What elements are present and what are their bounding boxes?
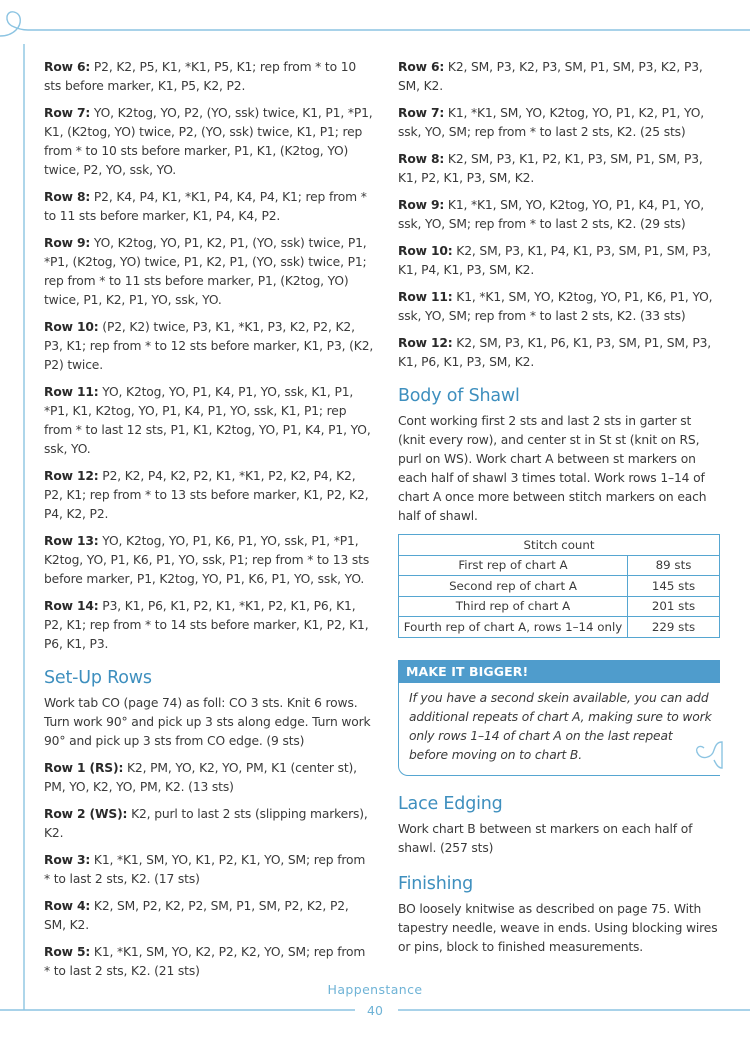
instruction-row: Row 10: (P2, K2) twice, P3, K1, *K1, P3, K2, P2, K2, P3, K1; rep from * to 12 sts before marker, K1, P3, (K2, P2) twice. xyxy=(44,320,374,372)
instruction-row: Row 9: YO, K2tog, YO, P1, K2, P1, (YO, ssk) twice, P1, *P1, (K2tog, YO) twice, P1, K2, P1, (YO, ssk) twice, P1; rep from * to 11 sts before marker, P1, (K2tog, YO) twice, P1, K2, P1, YO, ssk, YO. xyxy=(44,236,367,307)
instruction-row: Row 4: K2, SM, P2, K2, P2, SM, P1, SM, P2, K2, P2, SM, K2. xyxy=(44,899,349,932)
left-column xyxy=(44,58,374,989)
setup-intro-text: Work tab CO (page 74) as foll: CO 3 sts. Knit 6 rows. Turn work 90° and pick up 3 sts along edge. Turn work 90° and pick up 3 sts from CO edge. (9 sts) xyxy=(44,696,371,748)
sidebar-text: If you have a second skein available, you can add additional repeats of chart A, making sure to work only rows 1–14 of chart A on the last repeat before moving on to chart B. xyxy=(398,683,720,776)
rows-list-top xyxy=(44,58,374,654)
instruction-row: Row 6: K2, SM, P3, K2, P3, SM, P1, SM, P3, K2, P3, SM, K2. xyxy=(398,60,703,93)
instruction-row: Row 12: K2, SM, P3, K1, P6, K1, P3, SM, P1, SM, P3, K1, P6, K1, P3, SM, K2. xyxy=(398,336,712,369)
right-column xyxy=(398,58,720,965)
instruction-row: Row 2 (WS): K2, purl to last 2 sts (slipping markers), K2. xyxy=(44,807,368,840)
instruction-row: Row 11: YO, K2tog, YO, P1, K4, P1, YO, ssk, K1, P1, *P1, K1, K2tog, YO, P1, K4, P1, YO, ssk, K1, P1; rep from * to last 12 sts, P1, K1, K2tog, YO, P1, K4, P1, YO, ssk, YO. xyxy=(44,385,371,456)
instruction-row: Row 8: K2, SM, P3, K1, P2, K1, P3, SM, P1, SM, P3, K1, P2, K1, P3, SM, K2. xyxy=(398,152,703,185)
table-cell-label: Third rep of chart A xyxy=(399,596,628,617)
instruction-row: Row 5: K1, *K1, SM, YO, K2, P2, K2, YO, SM; rep from * to last 2 sts, K2. (21 sts) xyxy=(44,945,366,978)
table-cell-value: 89 sts xyxy=(628,555,720,576)
setup-rows-heading: Set-Up Rows xyxy=(44,668,152,688)
instruction-row: Row 14: P3, K1, P6, K1, P2, K1, *K1, P2, K1, P6, K1, P2, K1; rep from * to 14 sts before marker, K1, P2, K1, P6, K1, P3. xyxy=(44,599,369,651)
finishing-heading: Finishing xyxy=(398,873,474,894)
table-row xyxy=(399,596,720,617)
table-row xyxy=(399,555,720,576)
make-it-bigger-sidebar xyxy=(398,660,720,776)
instruction-row: Row 8: P2, K4, P4, K1, *K1, P4, K4, P4, K1; rep from * to 11 sts before marker, K1, P4, K4, P2. xyxy=(44,190,367,223)
table-header: Stitch count xyxy=(399,535,720,556)
stitch-count-table xyxy=(398,534,720,638)
rows-list-setup xyxy=(44,759,374,981)
table-cell-label: Fourth rep of chart A, rows 1–14 only xyxy=(399,617,628,638)
table-cell-value: 229 sts xyxy=(628,617,720,638)
lace-edging-heading: Lace Edging xyxy=(398,793,503,814)
instruction-row: Row 10: K2, SM, P3, K1, P4, K1, P3, SM, P1, SM, P3, K1, P4, K1, P3, SM, K2. xyxy=(398,244,712,277)
table-cell-value: 201 sts xyxy=(628,596,720,617)
sidebar-title: MAKE IT BIGGER! xyxy=(398,660,720,683)
rows-list-right xyxy=(398,58,720,372)
page-number: 40 xyxy=(367,1003,383,1018)
instruction-row: Row 6: P2, K2, P5, K1, *K1, P5, K1; rep from * to 10 sts before marker, K1, P5, K2, P2. xyxy=(44,60,357,93)
table-row xyxy=(399,576,720,597)
body-of-shawl-heading: Body of Shawl xyxy=(398,386,520,406)
instruction-row: Row 3: K1, *K1, SM, YO, K1, P2, K1, YO, SM; rep from * to last 2 sts, K2. (17 sts) xyxy=(44,853,366,886)
running-footer-title: Happenstance xyxy=(327,982,423,997)
table-row xyxy=(399,617,720,638)
body-of-shawl-text: Cont working first 2 sts and last 2 sts in garter st (knit every row), and center st in St st (knit on RS, purl on WS). Work chart A between st markers on each half of shawl 3 times total. Work rows 1–14 of chart A once more between stitch markers on each half of shawl. xyxy=(398,414,707,523)
table-cell-value: 145 sts xyxy=(628,576,720,597)
instruction-row: Row 1 (RS): K2, PM, YO, K2, YO, PM, K1 (center st), PM, YO, K2, YO, PM, K2. (13 sts) xyxy=(44,761,357,794)
table-cell-label: First rep of chart A xyxy=(399,555,628,576)
table-header-row xyxy=(399,535,720,556)
instruction-row: Row 12: P2, K2, P4, K2, P2, K1, *K1, P2, K2, P4, K2, P2, K1; rep from * to 13 sts before marker, K1, P2, K2, P4, K2, P2. xyxy=(44,469,369,521)
table-cell-label: Second rep of chart A xyxy=(399,576,628,597)
instruction-row: Row 11: K1, *K1, SM, YO, K2tog, YO, P1, K6, P1, YO, ssk, YO, SM; rep from * to last 2 sts, K2. (33 sts) xyxy=(398,290,713,323)
finishing-text: BO loosely knitwise as described on page 75. With tapestry needle, weave in ends. Using blocking wires or pins, block to finished measurements. xyxy=(398,901,718,954)
instruction-row: Row 7: YO, K2tog, YO, P2, (YO, ssk) twice, K1, P1, *P1, K1, (K2tog, YO) twice, P2, (YO, ssk) twice, K1, P1; rep from * to 10 sts before marker, P1, K1, (K2tog, YO) twice, P2, YO, ssk, YO. xyxy=(44,106,373,177)
instruction-row: Row 13: YO, K2tog, YO, P1, K6, P1, YO, ssk, P1, *P1, K2tog, YO, P1, K6, P1, YO, ssk, P1; rep from * to 13 sts before marker, P1, K2tog, YO, P1, K6, P1, YO, ssk, YO. xyxy=(44,534,370,586)
lace-edging-text: Work chart B between st markers on each half of shawl. (257 sts) xyxy=(398,821,693,855)
instruction-row: Row 7: K1, *K1, SM, YO, K2tog, YO, P1, K2, P1, YO, ssk, YO, SM; rep from * to last 2 sts, K2. (25 sts) xyxy=(398,106,705,139)
instruction-row: Row 9: K1, *K1, SM, YO, K2tog, YO, P1, K4, P1, YO, ssk, YO, SM; rep from * to last 2 sts, K2. (29 sts) xyxy=(398,198,705,231)
